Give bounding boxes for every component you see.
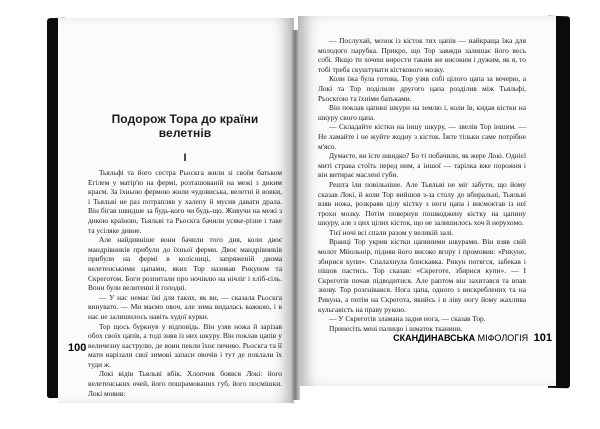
- section-number: I: [183, 152, 187, 164]
- paragraph: — У нас немає їжі для таких, як ви, — сказала Рьоскга винувато. — Ми маємо овоч, але зима видалась важкою, і в нас не залишилось навіть худої курки.: [88, 292, 282, 321]
- series-title: СКАНДИНАВСЬКА: [393, 333, 476, 343]
- paragraph: — Послухай, мозок із кісток тих цапів — найкраща їжа для молодого парубка. Прикро, що Тор завжди залишає його весь собі. Якщо ти хочеш вирости таким же високим і дужим, як я, то тобі треба скуштувати кісткового мозку.: [318, 36, 526, 74]
- paragraph: Думаєте, ви їсте швидко? Бо ті побачили, як жере Локі. Однієї миті страва стоїть перед ним, а іншої — тарілка вже порожня і він витирає маслені губи.: [318, 151, 526, 180]
- paragraph: Тор щось буркнув у відповідь. Він узяв ножа й зарізав обох своїх цапів, а тоді зняв із них шкуру. Він поклав цапів у величезну каструлю, де вони пекли їхнє печиво. Рьоскга та її мати нарізали свої зимові запаси овочів і тут де поклали їх туди ж.: [88, 321, 282, 369]
- paragraph: Локі відів Тьяльві вбік. Хлопчик боявся Локі: його велетенських очей, його пошрамованих губ, його посмішки. Локі мовив:: [88, 369, 282, 398]
- page-number-left: 100: [68, 342, 87, 354]
- paragraph: Вранці Тор укрив кістки цапиними шкурами. Він взяв свій молот Мйольнір, підняв його високо вгору і промовив: «Рикуне, збирися купи». Спалахнула блискавка. Рикун потягся, забекав і пішов пастись. Тор сказав: «Скреготе, збирися купи». — І Скреготів почав підводитися. Але раптом він захитався та впав знову. Тор розгнівався. Нога цапа, одного з вискреблених та на Рикуна, а потім на Скрегота, якийсь і в ліву ногу йому жахлива кульгавість на праву рукою.: [318, 237, 526, 314]
- paragraph: — У Скреготів зламана задня нога, — сказав Тор.: [329, 314, 486, 324]
- book-gutter: [290, 30, 300, 400]
- running-footer-right: [393, 332, 552, 344]
- paragraph: Тієї ночі всі спали разом у великій залі.: [329, 227, 454, 237]
- paragraph: Коли їжа була готова, Тор узяв собі цілого цапа за вечерю, а Локі та Тор поділили другого цапа розділив між Тьяльфі, Рьоскгою та їхніми батьками.: [318, 74, 526, 103]
- left-page: [58, 18, 294, 403]
- paragraph: Решта їли повільніше. Але Тьяльві не міг забути, що йому сказав Локі, й коли Тор вийшов з-за столу до вбиральні, Тьяльві взяв ножа, розкраяв цілу кістку з ноги цапа і висмоктав із неї трохи мозку. Потім повернув пошкоджену кістку на цапину шкуру, але з цих цілих кісток, що не залишилось хоч й нерухомо.: [318, 179, 526, 228]
- paragraph: Він поклав цапині шкури на землю і, коли їв, кидав кістки на шкуру свого цапа.: [318, 103, 526, 122]
- paragraph: Тьяльфі та його сестра Рьоскга жили зі своїм батьком Егілем у матір'ю на фермі, розташованій на межі з диким краєм. За їхньою фермою жили чудовиська, велетні й вовки, і Тьяльві не раз потрапляв у халепу й мусив давати драла. Він бігав швидше за будь-кого чи будь-що. Живучи на межі з дикою країною, Тьяльві та Рьоскга бачили усяке-різне і таке та усіляке дивне.: [88, 168, 282, 235]
- page-number-right: 101: [533, 332, 552, 344]
- series-subtitle: МІФОЛОГІЯ: [477, 333, 529, 343]
- chapter-title: Подорож Тора до країни велетнів: [111, 112, 259, 140]
- right-page: [298, 16, 556, 386]
- paragraph: — Складайте кістки на іншу шкуру, — звелів Тор іншим. — Не ламайте і не жуйте жодну з кісток. Їжте тільки саме потрібне м'ясо.: [318, 122, 526, 151]
- paragraph: Але найдивніше вони бачили того дня, коли двоє мандрівників прибули до їхньої ферми. Двоє мандрівників прибули на фермі в колісниці, запряженій двома велетенськими цапами, яких Тор називав Рикуном та Скреготом. Боги розпитали про ночівлю на нічліг і хліб-сіль. Вони були велитенні й голодні.: [88, 235, 282, 293]
- paragraph: Принесіть мені палицю і шматок тканини.: [329, 323, 463, 333]
